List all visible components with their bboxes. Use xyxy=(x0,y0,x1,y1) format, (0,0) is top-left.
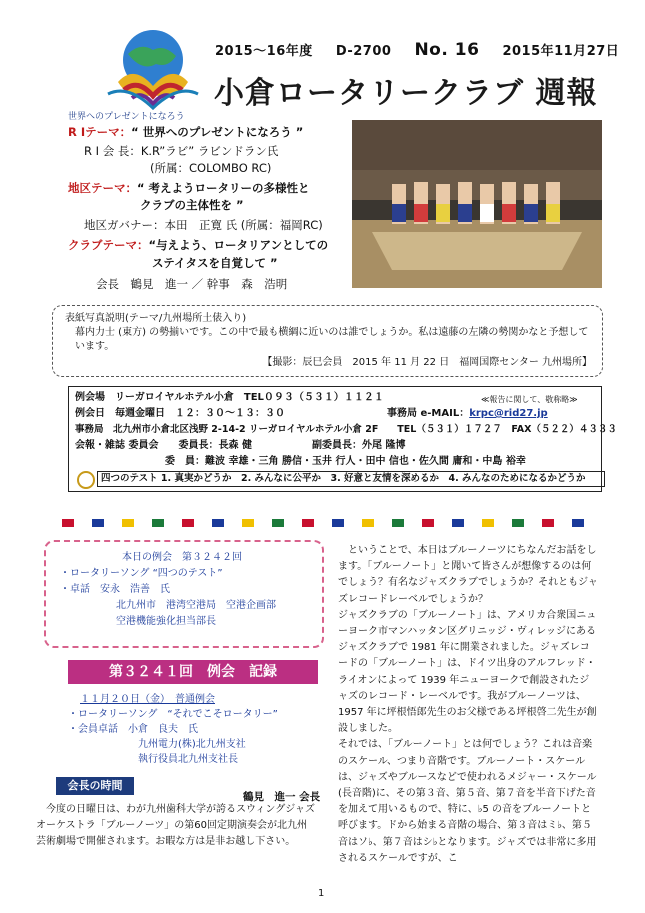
fiscal-year: 2015～16年度 xyxy=(215,44,313,59)
office-address: 事務局 北九州市小倉北区浅野 2-14-2 リーガロイヤルホテル小倉 2F TEL（５３１）１７２７ FAX（５２２）４３３３ xyxy=(75,424,617,435)
committee-members: 委 員：難波 幸雄・三角 勝信・玉井 行人・田中 信也・佐久間 庸和・中島 裕幸 xyxy=(165,456,526,467)
president-text-right: ということで、本日はブルーノーツにちなんだお話をします。「ブルーノート」と聞いて皆さんが想像するのは何でしょう？有名なジャズクラブでしょうか？それともジャズレコードレーベルでしょうか？ ジャズクラブの「ブルーノート」は、アメリカ合衆国ニューヨーク市マンハッタン区グリニッジ・ヴィレッジにあるジャズクラブで 1981 年に開業されました。ジャズレコードの「ブルーノート」は、ドイツ出身のアルフレッド・ライオンによって 1939 年ニューヨークで創設されたジャズのレコード・レーベルです。我がブルーノーツは、1957 年に坪根悟郎先生のお父様である坪根啓二先生が創設しました。 それでは、「ブルーノート」とは何でしょう？これは音楽のスケール、つまり音階です。ブルーノート・スケールは、ジャズやブルースなどで使われるメジャー・スケール(長音階)に、その第３音、第５音、第７音を半音下げた音を加えて用いるもので、特に、♭5 の音をブルーノートと呼びます。ドから始まる音階の場合、第３音はミ♭、第５音はソ♭、第７音はシ♭となります。ジャズでは非常に多用されるスケールですが、こ xyxy=(338,545,598,864)
issue-date: 2015年11月27日 xyxy=(502,44,620,59)
photo-caption-box xyxy=(52,305,603,377)
club-theme: クラブテーマ：“与えよう、ロータリアンとしての xyxy=(68,238,329,252)
officers: 会長 鶴見 進一 ／ 幹事 森 浩明 xyxy=(96,277,288,291)
president-text-left: 今度の日曜日は、わが九州歯科大学が誇るスウィングジャズオーケストラ「ブルーノーツ」の第60回定期演奏会が北九州芸術劇場で開催されます。お暇な方は是非お越し下さい。 xyxy=(36,804,315,847)
meeting-time: 例会日 毎週金曜日 １２：３０～１３：３０ xyxy=(75,408,285,419)
ri-president: R I 会 長：K.R”ラビ” ラビンドラン氏 xyxy=(84,144,279,158)
previous-meeting-banner: 第３２４１回 例会 記録 xyxy=(68,660,318,684)
report-note: ≪報告に関して、敬称略≫ xyxy=(481,395,578,404)
rotary-globe-logo xyxy=(98,24,208,120)
page-title: 小倉ロータリークラブ 週報 xyxy=(214,76,598,111)
today-affiliation-1: 北九州市 港湾空港局 空港企画部 xyxy=(116,600,276,611)
club-info-box xyxy=(68,386,617,492)
president-section-tag: 会長の時間 xyxy=(56,777,134,795)
today-song: ・ロータリーソング “四つのテスト” xyxy=(60,568,223,579)
today-speaker: ・卓話 安永 浩善 氏 xyxy=(60,584,170,595)
district-theme: 地区テーマ：“ 考えようロータリーの多様性と xyxy=(68,181,310,195)
venue: 例会場 リーガロイヤルホテル小倉 TEL０９３（５３１）１１２１ xyxy=(75,392,384,403)
today-affiliation-2: 空港機能強化担当部長 xyxy=(116,616,216,627)
previous-speaker: ・会員卓話 小倉 良夫 氏 xyxy=(68,724,198,735)
previous-date: １１月２０日（金） 普通例会 xyxy=(80,694,215,705)
today-meeting-box xyxy=(44,540,324,648)
office-email: 事務局 e-MAIL：krpc@rid27.jp xyxy=(387,408,548,419)
committee: 会報・雑誌 委員会 委員長：長森 健 副委員長：外尾 隆博 xyxy=(75,440,406,451)
president-name: 鶴見 進一 会長 xyxy=(243,791,321,803)
caption-credit: 【撮影：辰巳会員 2015 年 11 月 22 日 福岡国際センター 九州場所】 xyxy=(262,357,592,368)
email-link[interactable]: krpc@rid27.jp xyxy=(469,408,548,419)
caption-title: 表紙写真説明(テーマ/九州場所土俵入り) xyxy=(65,313,247,324)
rotary-wheel-icon xyxy=(77,471,95,489)
sumo-ring-photo xyxy=(352,120,602,288)
ri-president-club: (所属：COLOMBO RC) xyxy=(150,161,272,175)
district: D-2700 xyxy=(335,44,392,59)
ri-theme: R Iテーマ：“ 世界へのプレゼントになろう ” xyxy=(68,125,304,139)
previous-affiliation-1: 九州電力(株)北九州支社 xyxy=(138,739,246,750)
governor: 地区ガバナー：本田 正寛 氏 (所属：福岡RC) xyxy=(84,218,323,232)
page-number: 1 xyxy=(318,888,325,899)
club-motto: 世界へのプレゼントになろう xyxy=(68,112,185,122)
issue-number: No. 16 xyxy=(414,40,480,60)
previous-affiliation-2: 執行役員北九州支社長 xyxy=(138,754,238,765)
district-theme-cont: クラブの主体性を ” xyxy=(140,198,244,212)
today-title: 本日の例会 第３２４２回 xyxy=(122,552,242,563)
four-way-test: 四つのテスト 1. 真実かどうか 2. みんなに公平か 3. 好意と友情を深めるか 4. みんなのためになるかどうか xyxy=(97,471,605,487)
caption-body: 幕内力士 (東方) の勢揃いです。この中で最も横綱に近いのは誰でしょうか。私は遠藤の左隣の勢関かなと予想しています。 xyxy=(75,327,589,352)
previous-meeting-record xyxy=(68,692,323,767)
flags-border xyxy=(52,518,601,528)
issue-header xyxy=(215,40,637,60)
club-theme-cont: ステイタスを自覚して ” xyxy=(152,256,278,270)
previous-song: ・ロータリーソング “それでこそロータリー” xyxy=(68,709,278,720)
